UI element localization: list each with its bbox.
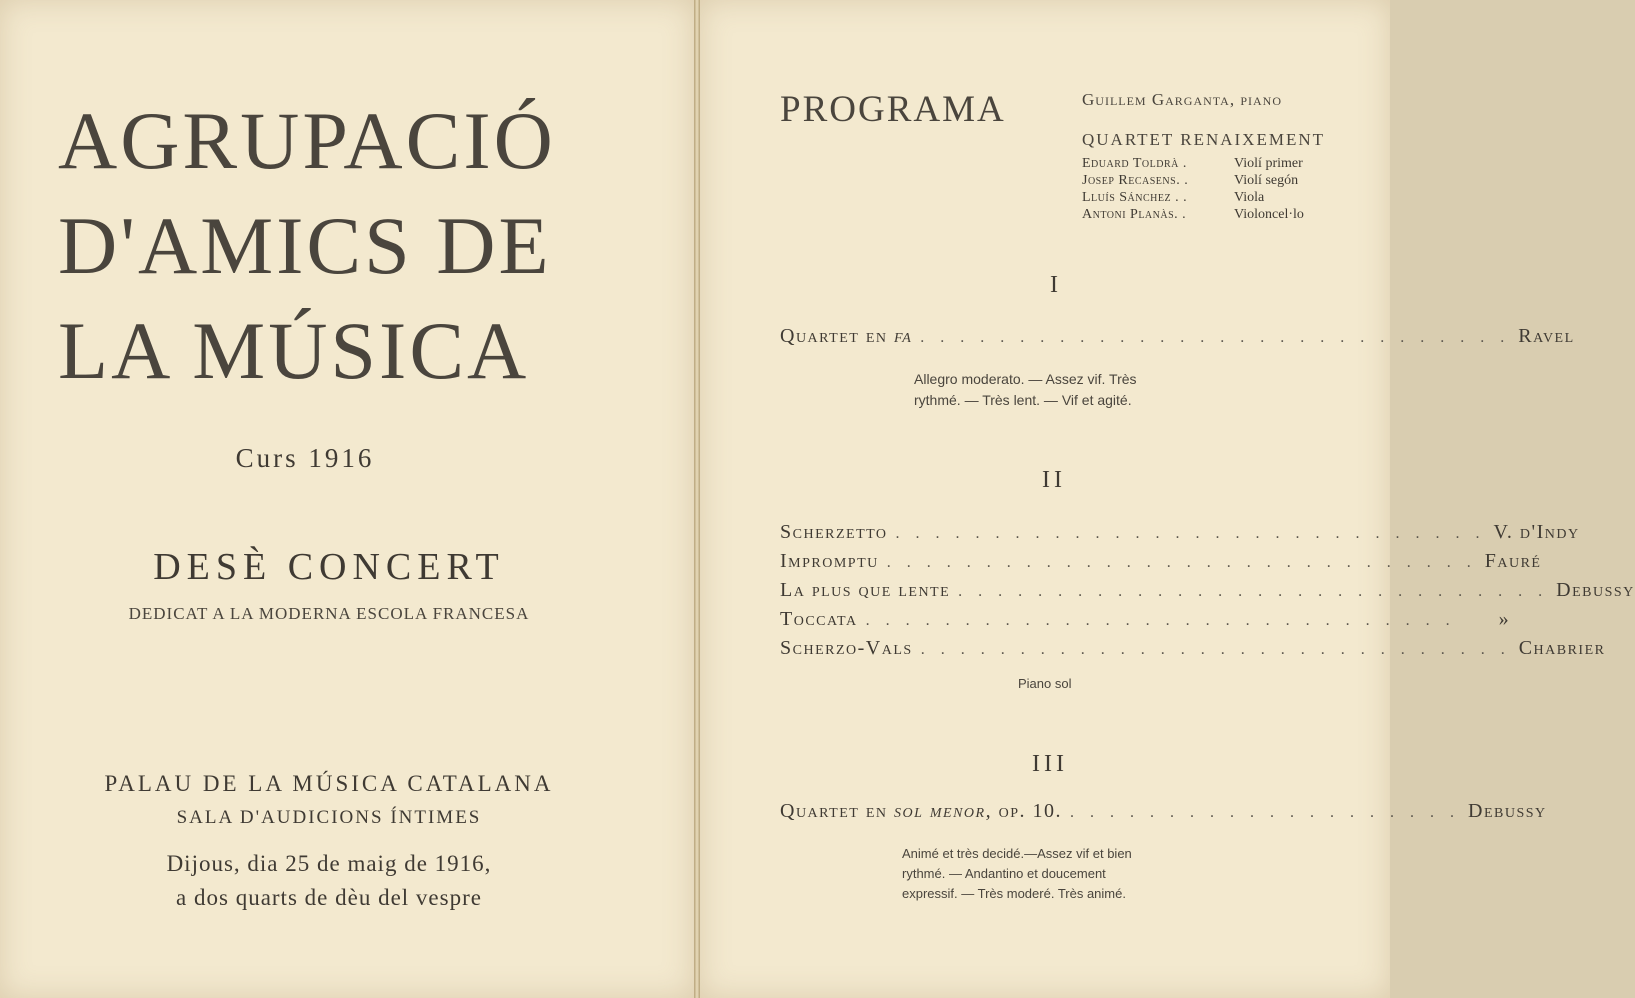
section-numeral: III — [1032, 751, 1068, 777]
program-heading: PROGRAMA — [780, 89, 1006, 130]
program-work — [780, 521, 1580, 547]
dedication: DEDICAT A LA MODERNA ESCOLA FRANCESA — [128, 604, 530, 623]
member-role: Viola — [1234, 190, 1265, 205]
venue: PALAU DE LA MÚSICA CATALANA — [104, 771, 554, 796]
dot-leader: . . . . . . . . . . . . . . . . . . . . . . . . . . . . . . — [958, 583, 1549, 600]
composer: Debussy — [1556, 579, 1635, 601]
work-title: Scherzetto — [780, 521, 888, 543]
dot-leader: . . . . . . . . . . . . . . . . . . . . . . . . . . . . . . — [895, 525, 1486, 542]
piano-solo-note: Piano sol — [1018, 676, 1072, 691]
member-name: Eduard Toldrà . — [1082, 156, 1187, 171]
note-line: Allegro moderato. — Assez vif. Très — [914, 371, 1137, 387]
program-work — [780, 800, 1547, 826]
course-year: Curs 1916 — [235, 443, 375, 473]
member-name: Antoni Planàs. . — [1082, 207, 1187, 222]
composer: Debussy — [1468, 800, 1547, 822]
member-name: Lluís Sánchez . . — [1082, 190, 1188, 205]
room: SALA D'AUDICIONS ÍNTIMES — [176, 807, 482, 828]
dot-leader: . . . . . . . . . . . . . . . . . . . . . . . . . . . . . . — [920, 641, 1511, 658]
note-line: rythmé. — Andantino et doucement — [902, 866, 1106, 881]
composer: Ravel — [1518, 325, 1575, 347]
composer: » — [1498, 608, 1511, 630]
member-row — [1082, 206, 1304, 223]
member-row — [1082, 155, 1304, 172]
program-page — [700, 0, 1635, 998]
member-row — [1082, 189, 1304, 206]
dot-leader: . . . . . . . . . . . . . . . . . . . . — [1070, 804, 1461, 821]
work-title: Scherzo-Vals — [780, 637, 913, 659]
program-work — [780, 608, 1511, 634]
program-work — [780, 550, 1542, 576]
date-line-1: Dijous, dia 25 de maig de 1916, — [166, 851, 492, 876]
quartet-members — [1082, 155, 1304, 223]
dot-leader: . . . . . . . . . . . . . . . . . . . . . . . . . . . . . . — [920, 329, 1511, 346]
section-numeral: I — [1050, 272, 1062, 298]
note-line: rythmé. — Très lent. — Vif et agité. — [914, 392, 1132, 408]
composer: V. d'Indy — [1493, 521, 1580, 543]
member-name: Josep Recasens. . — [1082, 173, 1189, 188]
pianist: Guillem Garganta, piano — [1082, 90, 1282, 109]
movement-notes — [902, 844, 1132, 904]
date-line-2: a dos quarts de dèu del vespre — [176, 885, 482, 910]
member-row — [1082, 172, 1304, 189]
concert-title: DESÈ CONCERT — [153, 546, 505, 588]
work-title: Quartet en fa — [780, 325, 913, 347]
title-line-3: LA MÚSICA — [58, 305, 530, 396]
member-role: Violoncel·lo — [1234, 207, 1304, 222]
composer: Fauré — [1484, 550, 1542, 572]
movement-notes — [914, 369, 1137, 411]
work-title: La plus que lente — [780, 579, 951, 601]
composer: Chabrier — [1518, 637, 1606, 659]
note-line: expressif. — Très moderé. Très animé. — [902, 886, 1126, 901]
work-title: Toccata — [780, 608, 858, 630]
member-role: Violí primer — [1234, 156, 1303, 171]
program-work — [780, 579, 1635, 605]
quartet-name: QUARTET RENAIXEMENT — [1082, 130, 1326, 149]
member-role: Violí segón — [1234, 173, 1299, 188]
dot-leader: . . . . . . . . . . . . . . . . . . . . . . . . . . . . . . — [865, 612, 1456, 629]
program-work — [780, 637, 1606, 663]
section-numeral: II — [1042, 467, 1066, 493]
title-line-1: AGRUPACIÓ — [58, 95, 556, 186]
cover-page — [0, 0, 694, 998]
note-line: Animé et très decidé.—Assez vif et bien — [902, 846, 1132, 861]
work-title: Quartet en sol menor, op. 10. — [780, 800, 1063, 822]
dot-leader: . . . . . . . . . . . . . . . . . . . . . . . . . . . . . . — [886, 554, 1477, 571]
title-line-2: D'AMICS DE — [58, 200, 552, 291]
work-title: Impromptu — [780, 550, 879, 572]
program-work — [780, 325, 1575, 351]
